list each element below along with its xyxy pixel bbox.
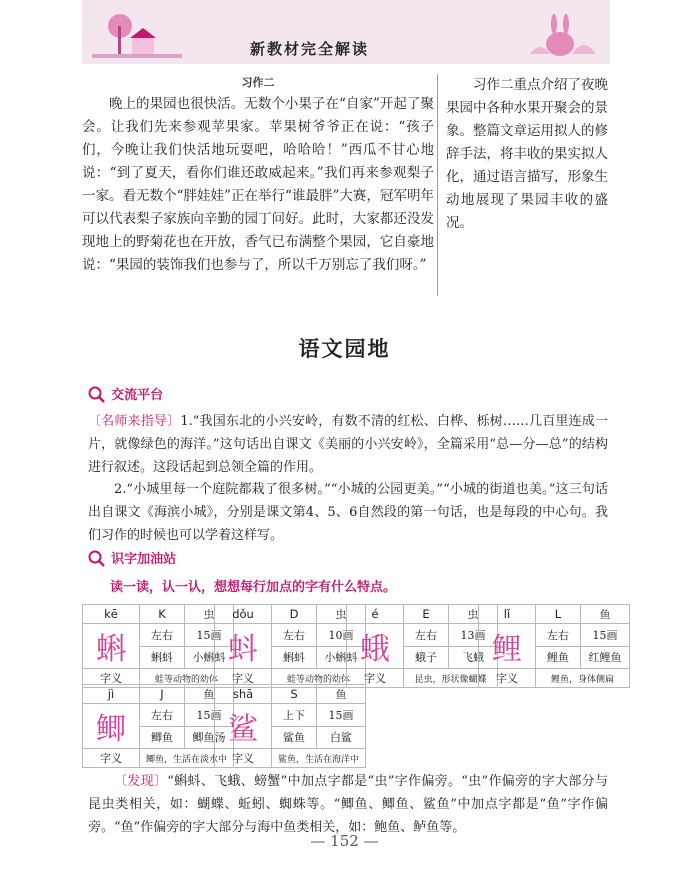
char-card bbox=[214, 604, 366, 688]
card-character: 鲨 bbox=[215, 704, 272, 749]
card-word: 白鲨 bbox=[317, 726, 366, 749]
card-character: 蝌 bbox=[83, 624, 140, 669]
card-structure: 上下 bbox=[272, 704, 317, 727]
card-structure: 左右 bbox=[536, 624, 581, 647]
section-title: 语文园地 bbox=[298, 336, 391, 361]
card-character: 鲫 bbox=[83, 704, 140, 749]
card-radical: 鱼 bbox=[317, 685, 366, 704]
char-card bbox=[82, 684, 234, 768]
card-word: 鲫鱼 bbox=[140, 726, 185, 749]
discover-paragraph bbox=[88, 770, 608, 839]
card-structure: 左右 bbox=[404, 624, 449, 647]
header-title: 新教材完全解读 bbox=[250, 40, 370, 58]
card-initial: L bbox=[536, 605, 581, 624]
card-word: 鲨鱼 bbox=[272, 726, 317, 749]
card-structure: 左右 bbox=[140, 624, 185, 647]
card-structure: 左右 bbox=[272, 624, 317, 647]
char-card bbox=[478, 604, 630, 688]
discover-text: “蝌蚪、飞蛾、螃蟹”中加点字都是“虫”字作偏旁。“虫”作偏旁的字大部分与昆虫类相关，如：蝴蝶、蚯蚓、蜘蛛等。“鲫鱼、鲫鱼、鲨鱼”中加点字都是“鱼”字作偏旁。“鱼”作偏旁的字大部分与海中鱼类相关，如：鲍鱼、鲈鱼等。 bbox=[88, 774, 608, 835]
card-meaning: 蛙等动物的幼体 bbox=[140, 669, 234, 688]
essay-title: 习作二 bbox=[241, 76, 275, 89]
char-card bbox=[214, 684, 366, 768]
literacy-instruction: 读一读，认一认，想想每行加点的字有什么特点。 bbox=[110, 580, 397, 595]
essay-body: 晚上的果园也很快活。无数个小果子在“自家”开起了聚会。让我们先来参观苹果家。苹果树爷爷正在说：“孩子们，今晚让我们快活地玩耍吧，哈哈哈！”西瓜不甘心地说：“到了夏天，看你们谁还敢威起来。”我们再来参观梨子一家。看无数个“胖娃娃”正在举行“谁最胖”大赛，冠军明年可以代表梨子家族向辛勤的园丁问好。此时，大家都还没发现地上的野菊花也在开放，香气已布满整个果园，它自豪地说：“果园的装饰我们也参与了，所以千万别忘了我们呀。” bbox=[82, 96, 434, 273]
card-word: 飞蛾 bbox=[449, 646, 498, 669]
card-initial: D bbox=[272, 605, 317, 624]
card-word: 鲤鱼 bbox=[536, 646, 581, 669]
bunny-illustration bbox=[520, 14, 600, 60]
char-card bbox=[82, 604, 234, 688]
card-pinyin: dǒu bbox=[215, 605, 272, 624]
card-strokes: 15画 bbox=[581, 624, 630, 647]
exchange-para-1 bbox=[88, 410, 608, 479]
discover-tag: 〔发现〕 bbox=[114, 774, 168, 789]
magnifier-icon bbox=[88, 386, 106, 404]
card-strokes: 15画 bbox=[317, 704, 366, 727]
card-meaning: 鲨鱼，生活在海洋中 bbox=[272, 749, 366, 768]
card-strokes: 15画 bbox=[185, 704, 234, 727]
card-strokes: 10画 bbox=[317, 624, 366, 647]
card-character: 鲤 bbox=[479, 624, 536, 669]
card-word: 鲫鱼汤 bbox=[185, 726, 234, 749]
tree-house-illustration bbox=[92, 8, 182, 64]
card-radical: 虫 bbox=[449, 605, 498, 624]
card-character: 蚪 bbox=[215, 624, 272, 669]
card-pinyin: lǐ bbox=[479, 605, 536, 624]
card-word: 蝌蚪 bbox=[140, 646, 185, 669]
teacher-tag: 〔名师来指导〕 bbox=[88, 414, 181, 429]
essay-comment bbox=[446, 74, 608, 235]
char-card bbox=[346, 604, 498, 688]
exchange-para-1-text: 1.“我国东北的小兴安岭，有数不清的红松、白桦、栎树……几百里连成一片，就像绿色的海洋。”这句话出自课文《美丽的小兴安岭》，全篇采用“总—分—总”的结构进行叙述。这段话起到总领全篇的作用。 bbox=[88, 414, 608, 475]
card-meaning: 鲤鱼，身体侧扁 bbox=[536, 669, 630, 688]
card-initial: K bbox=[140, 605, 185, 624]
card-word: 蛾子 bbox=[404, 646, 449, 669]
card-meaning-label: 字义 bbox=[83, 749, 140, 768]
card-radical: 鱼 bbox=[185, 685, 234, 704]
card-pinyin: jì bbox=[83, 685, 140, 704]
card-structure: 左右 bbox=[140, 704, 185, 727]
card-meaning: 昆虫，形状像蝴蝶 bbox=[404, 669, 498, 688]
card-word: 小蝌蚪 bbox=[185, 646, 234, 669]
card-meaning: 鲫鱼，生活在淡水中 bbox=[140, 749, 234, 768]
card-pinyin: shā bbox=[215, 685, 272, 704]
exchange-para-2 bbox=[88, 478, 608, 547]
magnifier-icon bbox=[88, 550, 106, 568]
card-meaning-label: 字义 bbox=[479, 669, 536, 688]
card-radical: 虫 bbox=[317, 605, 366, 624]
essay-comment-text: 习作二重点介绍了夜晚果园中各种水果开聚会的景象。整篇文章运用拟人的修辞手法，将丰收的果实拟人化，通过语言描写，形象生动地展现了果园丰收的盛况。 bbox=[446, 77, 608, 231]
card-initial: S bbox=[272, 685, 317, 704]
card-meaning-label: 字义 bbox=[83, 669, 140, 688]
exchange-para-2-text: 2.“小城里每一个庭院都栽了很多树。”“小城的公园更美。”“小城的街道也美。”这三句话出自课文《海滨小城》，分别是课文第4、5、6自然段的第一句话，也是每段的中心句。我们习作的时候也可以学着这样写。 bbox=[88, 482, 608, 543]
card-initial: J bbox=[140, 685, 185, 704]
essay-block bbox=[82, 74, 434, 296]
card-meaning-label: 字义 bbox=[215, 669, 272, 688]
card-initial: E bbox=[404, 605, 449, 624]
card-meaning-label: 字义 bbox=[347, 669, 404, 688]
card-word: 小蝌蚪 bbox=[317, 646, 366, 669]
card-pinyin: kē bbox=[83, 605, 140, 624]
column-divider bbox=[437, 74, 438, 296]
card-meaning-label: 字义 bbox=[215, 749, 272, 768]
card-strokes: 15画 bbox=[185, 624, 234, 647]
card-pinyin: é bbox=[347, 605, 404, 624]
card-radical: 鱼 bbox=[581, 605, 630, 624]
page-number: — 152 — bbox=[310, 832, 379, 850]
literacy-heading-text: 识字加油站 bbox=[111, 552, 177, 567]
card-character: 蛾 bbox=[347, 624, 404, 669]
card-word: 红鲤鱼 bbox=[581, 646, 630, 669]
card-radical: 虫 bbox=[185, 605, 234, 624]
exchange-heading-text: 交流平台 bbox=[111, 388, 164, 403]
card-meaning: 蛙等动物的幼体 bbox=[272, 669, 366, 688]
literacy-heading bbox=[88, 548, 176, 568]
exchange-heading bbox=[88, 384, 163, 404]
card-strokes: 13画 bbox=[449, 624, 498, 647]
card-word: 蝌蚪 bbox=[272, 646, 317, 669]
